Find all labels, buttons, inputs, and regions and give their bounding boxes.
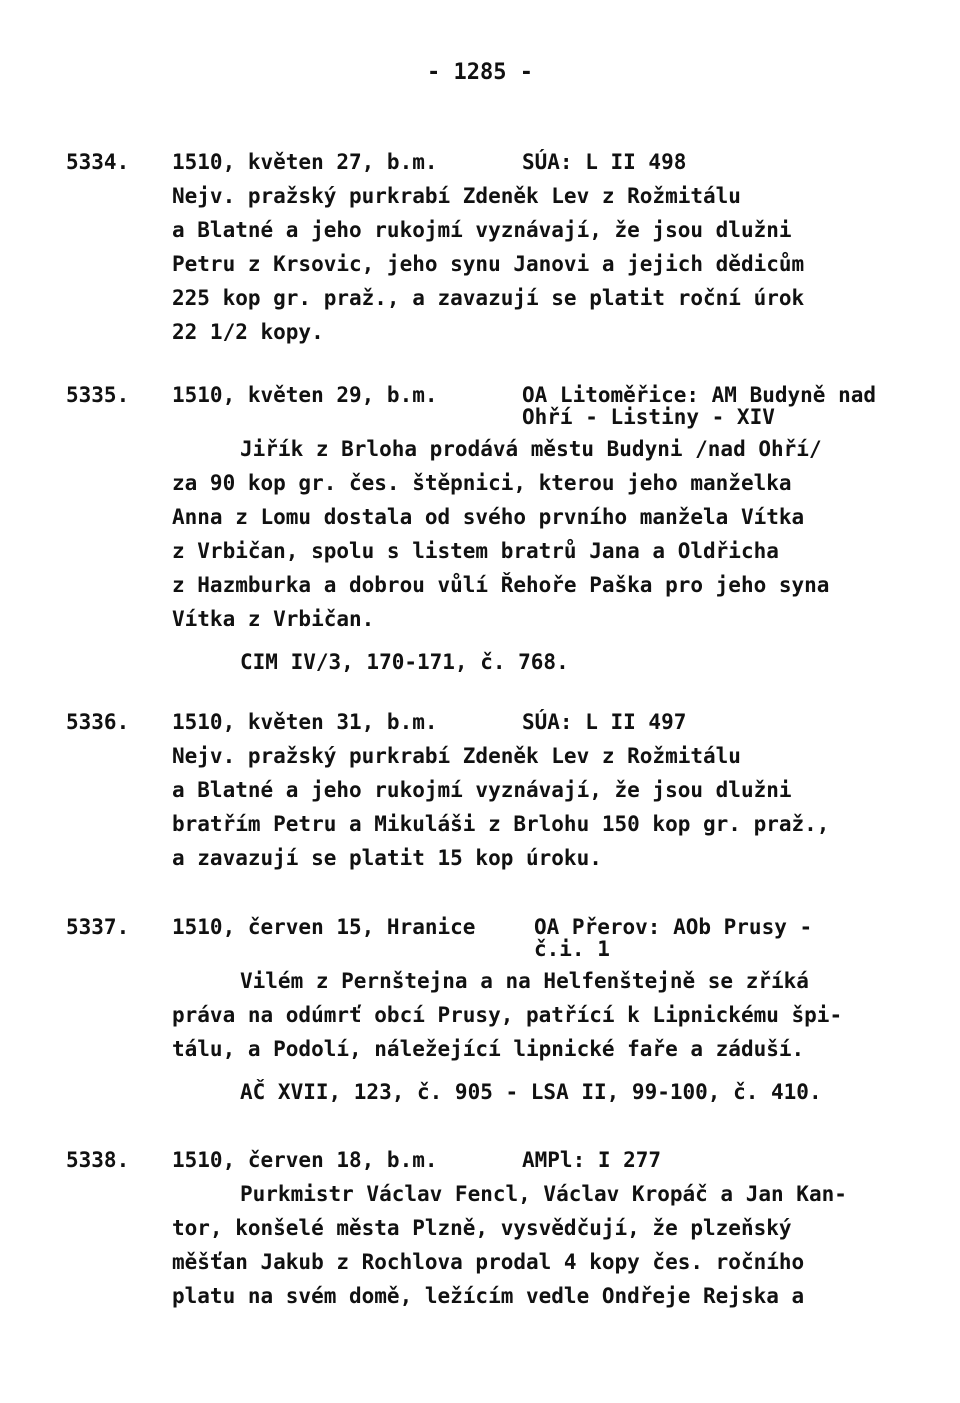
entry-number: 5334. xyxy=(66,150,130,174)
archive-signature-cont: č.i. 1 xyxy=(534,937,610,961)
entry-date-place: 1510, červen 15, Hranice xyxy=(172,915,476,939)
entry-date-place: 1510, květen 31, b.m. xyxy=(172,710,438,734)
entry-text-line: a Blatné a jeho rukojmí vyznávají, že jsou dlužni xyxy=(172,778,792,802)
edition-citation: AČ XVII, 123, č. 905 - LSA II, 99-100, č. 410. xyxy=(240,1080,822,1104)
entry-text-line: Purkmistr Václav Fencl, Václav Kropáč a Jan Kan- xyxy=(240,1182,847,1206)
entry-text-line: z Vrbičan, spolu s listem bratrů Jana a Oldřicha xyxy=(172,539,779,563)
entry-number: 5337. xyxy=(66,915,130,939)
entry-date-place: 1510, květen 27, b.m. xyxy=(172,150,438,174)
archive-signature-cont: Ohří - Listiny - XIV xyxy=(522,405,775,429)
entry-text-line: platu na svém domě, ležícím vedle Ondřeje Rejska a xyxy=(172,1284,805,1308)
entry-text-line: bratřím Petru a Mikuláši z Brlohu 150 kop gr. praž., xyxy=(172,812,830,836)
entry-text-line: tor, konšelé města Plzně, vysvědčují, že plzeňský xyxy=(172,1216,792,1240)
entry-text-line: práva na odúmrť obcí Prusy, patřící k Lipnickému špi- xyxy=(172,1003,843,1027)
entry-text-line: Vítka z Vrbičan. xyxy=(172,607,375,631)
entry-text-line: měšťan Jakub z Rochlova prodal 4 kopy čes. ročního xyxy=(172,1250,805,1274)
page-number: - 1285 - xyxy=(427,60,533,85)
entry-text-line: Nejv. pražský purkrabí Zdeněk Lev z Rožmitálu xyxy=(172,744,741,768)
entry-text-line: a zavazují se platit 15 kop úroku. xyxy=(172,846,602,870)
archive-signature: OA Přerov: AOb Prusy - xyxy=(534,915,813,939)
entry-text-line: a Blatné a jeho rukojmí vyznávají, že jsou dlužni xyxy=(172,218,792,242)
entry-text-line: Nejv. pražský purkrabí Zdeněk Lev z Rožmitálu xyxy=(172,184,741,208)
entry-text-line: 225 kop gr. praž., a zavazují se platit roční úrok xyxy=(172,286,805,310)
entry-number: 5336. xyxy=(66,710,130,734)
entry-text-line: Jiřík z Brloha prodává městu Budyni /nad Ohří/ xyxy=(240,437,822,461)
entry-date-place: 1510, červen 18, b.m. xyxy=(172,1148,438,1172)
archive-signature: OA Litoměřice: AM Budyně nad xyxy=(522,383,877,407)
entry-text-line: za 90 kop gr. čes. štěpnici, kterou jeho manželka xyxy=(172,471,792,495)
entry-number: 5338. xyxy=(66,1148,130,1172)
entry-text-line: Vilém z Pernštejna a na Helfenštejně se zříká xyxy=(240,969,809,993)
entry-text-line: z Hazmburka a dobrou vůlí Řehoře Paška pro jeho syna xyxy=(172,573,830,597)
archive-signature: SÚA: L II 497 xyxy=(522,710,687,734)
entry-text-line: 22 1/2 kopy. xyxy=(172,320,324,344)
edition-citation: CIM IV/3, 170-171, č. 768. xyxy=(240,650,569,674)
entry-date-place: 1510, květen 29, b.m. xyxy=(172,383,438,407)
entry-text-line: Petru z Krsovic, jeho synu Janovi a jejich dědicům xyxy=(172,252,805,276)
entry-number: 5335. xyxy=(66,383,130,407)
entry-text-line: Anna z Lomu dostala od svého prvního manžela Vítka xyxy=(172,505,805,529)
archive-signature: SÚA: L II 498 xyxy=(522,150,687,174)
archive-signature: AMPl: I 277 xyxy=(522,1148,662,1172)
entry-text-line: tálu, a Podolí, náležející lipnické faře a záduší. xyxy=(172,1037,805,1061)
